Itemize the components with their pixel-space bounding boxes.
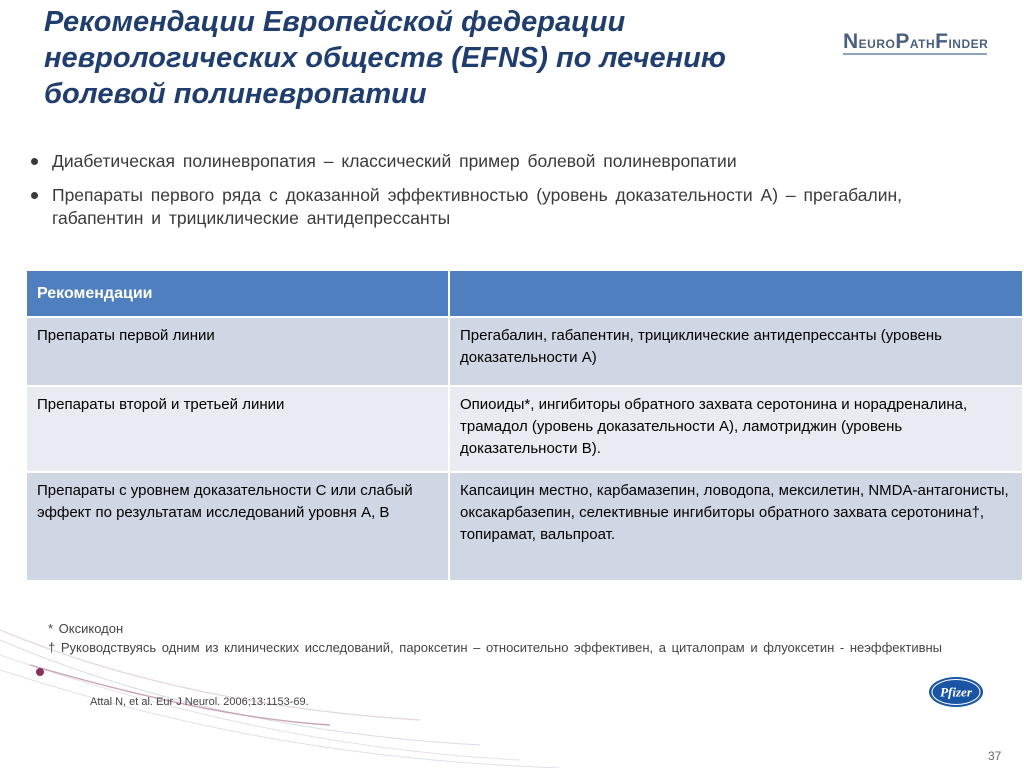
footnotes	[48, 619, 968, 657]
slide-title: Рекомендации Европейской федерации неврологических обществ (EFNS) по лечению болевой полиневропатии	[44, 6, 726, 110]
page-number: 37	[988, 749, 1002, 763]
neuropathfinder-logo: NeuroPathFinder	[843, 30, 989, 56]
table-row	[27, 317, 1023, 386]
decorative-swoosh	[0, 560, 1024, 768]
table-header-row	[27, 271, 1023, 317]
table-cell-drugs: Капсаицин местно, карбамазепин, ловодопа, мексилетин, NMDA-антагонисты, оксакарбазепин, селективные ингибиторы обратного захвата серотонина†, топирамат, вальпроат.	[449, 472, 1023, 581]
table-cell-drugs: Опиоиды*, ингибиторы обратного захвата серотонина и норадреналина, трамадол (уровень доказательности А), ламотриджин (уровень доказательности В).	[449, 386, 1023, 472]
pfizer-logo	[927, 674, 985, 710]
bullet-item	[30, 150, 990, 173]
table-row	[27, 472, 1023, 581]
table-cell-drugs: Прегабалин, габапентин, трициклические антидепрессанты (уровень доказательности А)	[449, 317, 1023, 386]
footnote: * Оксикодон	[48, 621, 124, 636]
svg-text:Pfizer: Pfizer	[940, 684, 972, 700]
table-cell-category: Препараты второй и третьей линии	[27, 386, 449, 472]
table-cell-category: Препараты с уровнем доказательности С или слабый эффект по результатам исследований уровня А, В	[27, 472, 449, 581]
table-row	[27, 386, 1023, 472]
reference-citation: Attal N, et al. Eur J Neurol. 2006;13:1153-69.	[90, 696, 309, 708]
footnote: † Руководствуясь одним из клинических исследований, пароксетин – относительно эффективен, а циталопрам и флуоксетин - неэффективны	[48, 640, 943, 655]
bullet-text: Диабетическая полиневропатия – классический пример болевой полиневропатии	[52, 151, 737, 171]
bullet-dot	[31, 192, 38, 199]
table-cell-category: Препараты первой линии	[27, 317, 449, 386]
bullet-text: Препараты первого ряда с доказанной эффективностью (уровень доказательности А) – прегабалин, габапентин и трициклические антидепрессанты	[52, 185, 903, 228]
table-header-cell: Рекомендации	[27, 271, 449, 317]
bullet-item	[30, 184, 990, 230]
recommendations-table	[27, 271, 1024, 582]
bullet-list	[30, 150, 990, 241]
bullet-dot	[31, 158, 38, 165]
table-header-cell	[449, 271, 1023, 317]
